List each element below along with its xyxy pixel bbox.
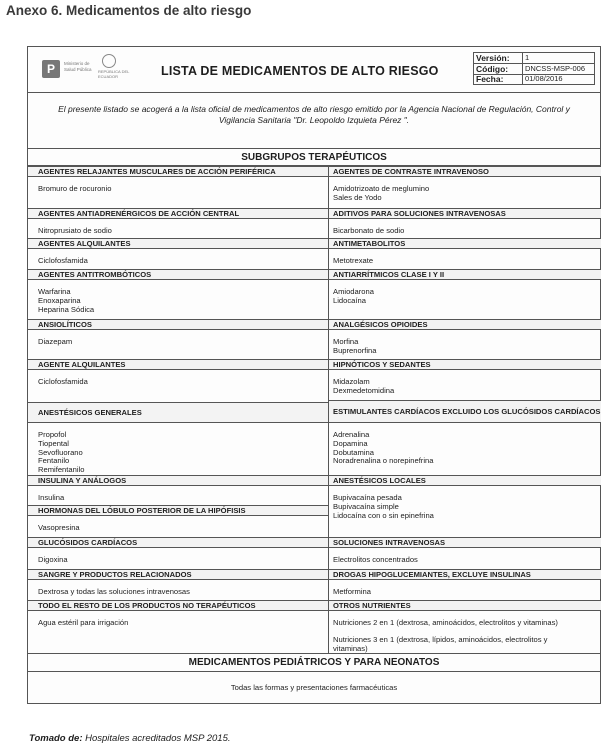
group-items [333, 185, 429, 203]
medication-item: Warfarina [38, 287, 71, 296]
medication-item: Buprenorfina [333, 345, 377, 355]
version-row: Versión: 1 [476, 53, 530, 63]
group-items [38, 288, 94, 314]
medication-item: Ciclofosfamida [38, 377, 88, 386]
medication-item: Nitroprusiato de sodio [38, 226, 112, 235]
medication-item: Heparina Sódica [38, 304, 95, 314]
document-title: LISTA DE MEDICAMENTOS DE ALTO RIESGO [161, 64, 439, 78]
medication-item: Ciclofosfamida [38, 256, 88, 265]
group-items [38, 588, 190, 597]
medication-item: Electrolitos concentrados [333, 555, 418, 564]
medication-item: Midazolam [333, 377, 370, 386]
group-items [38, 185, 111, 194]
medication-item: Enoxaparina [38, 295, 81, 305]
medication-item: Dexmedetomidina [333, 385, 395, 395]
group-items [38, 257, 88, 266]
group-items [38, 378, 88, 387]
group-header: DROGAS HIPOGLUCEMIANTES, EXCLUYE INSULINAS [329, 569, 601, 580]
group-items [333, 378, 394, 396]
medication-item: Agua estéril para irrigación [38, 618, 129, 627]
group-items [333, 494, 434, 520]
document-header [28, 47, 600, 93]
medication-item: Dextrosa y todas las soluciones intravenosas [38, 587, 190, 596]
medication-item: Diazepam [38, 337, 73, 346]
medication-item: Amiodarona [333, 287, 374, 296]
ministry-logo-icon: P [42, 60, 60, 78]
medication-item: Dopamina [333, 438, 368, 448]
medication-item: Sevofluorano [38, 447, 83, 457]
medication-item: Nutriciones 2 en 1 (dextrosa, aminoácidos, electrolitos y vitaminas) [333, 618, 558, 627]
group-header: AGENTES DE CONTRASTE INTRAVENOSO [329, 166, 601, 177]
group-header: HORMONAS DEL LÓBULO POSTERIOR DE LA HIPÓFISIS [28, 505, 328, 516]
group-header: HIPNÓTICOS Y SEDANTES [329, 359, 601, 370]
group-header: SANGRE Y PRODUCTOS RELACIONADOS [28, 569, 328, 580]
group-header: INSULINA Y ANÁLOGOS [28, 475, 328, 486]
medication-item: Lidocaína con o sin epinefrina [333, 510, 434, 520]
group-header: AGENTES ANTITROMBÓTICOS [28, 269, 328, 280]
medication-item: Nutriciones 3 en 1 (dextrosa, lípidos, aminoácidos, electrolitos y [333, 634, 548, 644]
group-header: ANALGÉSICOS OPIOIDES [329, 319, 601, 330]
subgroups-title: SUBGRUPOS TERAPÉUTICOS [28, 148, 600, 166]
intro-text: El presente listado se acogerá a la lista oficial de medicamentos de alto riesgo emitido por la Agencia Nacional de Regulación, Control y Vigilancia Sanitaria "Dr. Leopoldo Izquieta Pérez ". [58, 104, 570, 125]
group-header: GLUCÓSIDOS CARDÍACOS [28, 537, 328, 548]
group-items [333, 288, 374, 306]
medication-item: Adrenalina [333, 430, 370, 439]
medication-item: Remifentanilo [38, 465, 85, 475]
group-items [38, 227, 112, 236]
group-items [38, 494, 64, 503]
group-header: ESTIMULANTES CARDÍACOS EXCLUIDO LOS GLUCÓSIDOS CARDÍACOS [329, 400, 601, 423]
group-header: ANSIOLÍTICOS [28, 319, 328, 330]
medication-item: Bupivacaína simple [333, 501, 399, 511]
source-footer: Tomado de: Hospitales acreditados MSP 2015. [29, 733, 231, 744]
group-items [333, 338, 376, 356]
group-header: AGENTES RELAJANTES MUSCULARES DE ACCIÓN PERIFÉRICA [28, 166, 328, 177]
group-items [333, 257, 373, 266]
group-items [38, 524, 80, 533]
group-header: OTROS NUTRIENTES [329, 600, 601, 611]
group-header: AGENTES ANTIADRENÉRGICOS DE ACCIÓN CENTRAL [28, 208, 328, 219]
group-header: AGENTE ALQUILANTES [28, 359, 328, 370]
medication-item: Lidocaína [333, 295, 366, 305]
pediatric-title: MEDICAMENTOS PEDIÁTRICOS Y PARA NEONATOS [28, 653, 600, 672]
medication-item: Metotrexate [333, 256, 374, 265]
coat-of-arms-icon [102, 54, 116, 68]
medication-item: Bicarbonato de sodio [333, 226, 405, 235]
medication-item: Propofol [38, 430, 67, 439]
group-header: SOLUCIONES INTRAVENOSAS [329, 537, 601, 548]
medication-item: Noradrenalina o norepinefrina [333, 456, 434, 466]
group-items [333, 556, 418, 565]
group-header: AGENTES ALQUILANTES [28, 238, 328, 249]
group-items [333, 619, 558, 653]
annex-title: Anexo 6. Medicamentos de alto riesgo [6, 3, 252, 18]
medication-item: Sales de Yodo [333, 192, 382, 202]
medication-item: Vasopresina [38, 523, 80, 532]
group-header: ADITIVOS PARA SOLUCIONES INTRAVENOSAS [329, 208, 601, 219]
date-row: Fecha: 01/08/2016 [476, 74, 563, 84]
group-items [38, 556, 68, 565]
group-items [333, 588, 371, 597]
medication-item: Morfina [333, 337, 359, 346]
pediatric-text: Todas las formas y presentaciones farmacéuticas [230, 683, 398, 692]
ministry-logo-text: Ministerio de Salud Pública [64, 61, 92, 72]
medication-item: Tiopental [38, 438, 69, 448]
group-header: ANTIARRÍTMICOS CLASE I Y II [329, 269, 601, 280]
medication-item: Amidotrizoato de meglumino [333, 184, 430, 193]
ministry-logos [36, 54, 146, 86]
right-column [328, 166, 601, 653]
group-header: TODO EL RESTO DE LOS PRODUCTOS NO TERAPÉUTICOS [28, 600, 328, 611]
medication-item: Metformina [333, 587, 371, 596]
medication-item: vitaminas) [333, 643, 368, 653]
medication-item: Fentanilo [38, 456, 70, 466]
medication-item: Digoxina [38, 555, 68, 564]
medication-item: Bupivacaína pesada [333, 493, 402, 502]
group-header: ANTIMETABOLITOS [329, 238, 601, 249]
medication-item: Bromuro de rocuronio [38, 184, 112, 193]
group-items [38, 619, 128, 628]
group-items [333, 431, 433, 466]
group-items [38, 431, 84, 475]
group-header: ANESTÉSICOS GENERALES [28, 402, 328, 423]
document-sheet [27, 46, 601, 704]
medication-item: Insulina [38, 493, 65, 502]
group-items [333, 227, 404, 236]
group-items [38, 338, 72, 347]
version-box [473, 52, 595, 85]
medication-item: Dobutamina [333, 447, 374, 457]
republic-logo-text: REPÚBLICA DEL ECUADOR [98, 69, 130, 79]
code-row: Código: DNCSS-MSP-006 [476, 63, 586, 74]
group-header: ANESTÉSICOS LOCALES [329, 475, 601, 486]
